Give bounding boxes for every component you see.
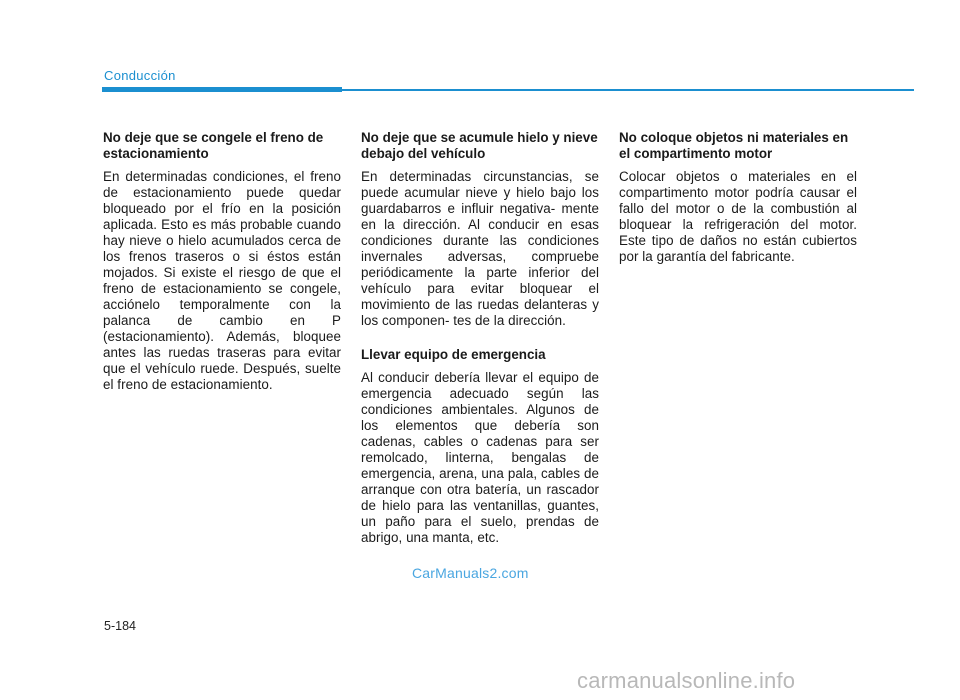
section-title: Conducción (104, 68, 176, 83)
header-rule-thin (342, 89, 914, 91)
ice-snow-heading: No deje que se acumule hielo y nieve debajo del vehículo (361, 130, 598, 161)
footer-watermark: carmanualsonline.info (577, 668, 796, 693)
engine-compartment-text: Colocar objetos o materiales en el compartimento motor podría causar el fallo del motor o de la combustión al bloquear la refrigeración del motor. Este tipo de daños no están cubiertos por la garantía del fabricante. (619, 169, 857, 264)
parking-brake-heading: No deje que se congele el freno de estacionamiento (103, 130, 324, 161)
header-rule-thick (102, 87, 342, 92)
page-number: 5-184 (104, 619, 136, 633)
ice-snow-text: En determinadas circunstancias, se puede acumular nieve y hielo bajo los guardabarros e influir negativa- mente en la dirección. Al conducir en esas condiciones durante las condiciones invernales adversas, compruebe periódicamente la parte inferior del vehículo para evitar bloquear el movimiento de las ruedas delanteras y los componen- tes de la dirección. (361, 169, 599, 328)
emergency-equipment-text: Al conducir debería llevar el equipo de emergencia adecuado según las condiciones ambientales. Algunos de los elementos que debería son cadenas, cables o cadenas para ser remolcado, linterna, bengalas de emergencia, arena, una pala, cables de arranque con otra batería, un rascador de hielo para las ventanillas, guantes, un paño para el suelo, prendas de abrigo, una manta, etc. (361, 370, 599, 545)
emergency-equipment-heading: Llevar equipo de emergencia (361, 347, 546, 362)
column-2 (361, 130, 599, 546)
parking-brake-text: En determinadas condiciones, el freno de estacionamiento puede quedar bloqueado por el frío en la posición aplicada. Esto es más probable cuando hay nieve o hielo acumulados cerca de los frenos traseros o si éstos están mojados. Si existe el riesgo de que el freno de estacionamiento se congele, acciónelo temporalmente con la palanca de cambio en P (estacionamiento). Además, bloquee antes las ruedas traseras para evitar que el vehículo ruede. Después, suelte el freno de estacionamiento. (103, 169, 341, 392)
watermark-link[interactable]: CarManuals2.com (412, 565, 529, 581)
column-1 (103, 130, 341, 393)
column-3 (619, 130, 857, 265)
engine-compartment-heading: No coloque objetos ni materiales en el compartimento motor (619, 130, 849, 161)
